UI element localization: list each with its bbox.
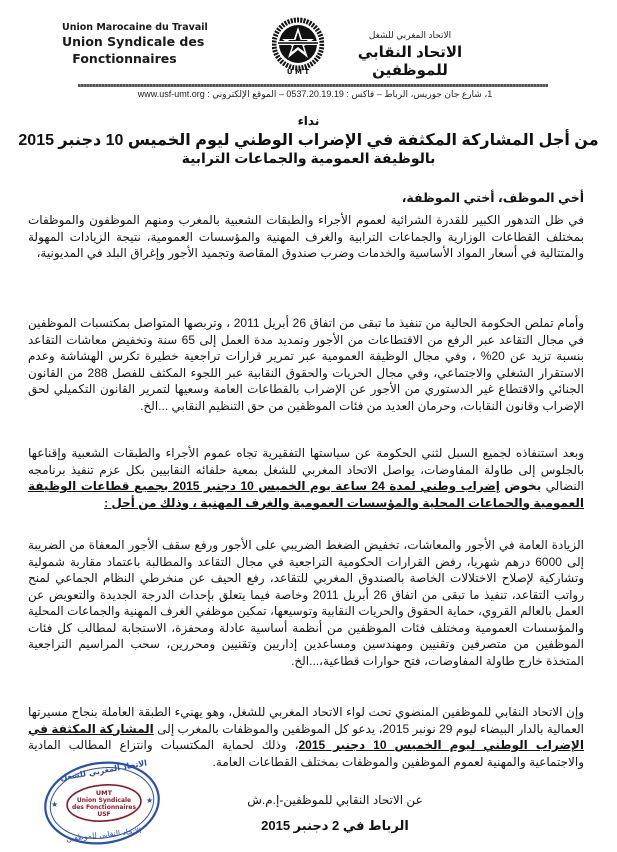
paragraph-3 — [28, 445, 584, 511]
title-line-2: بالوظيفة العمومية والجماعات الترابية — [181, 150, 436, 166]
svg-text:★: ★ — [146, 796, 154, 805]
svg-text:USF: USF — [97, 811, 111, 818]
svg-text:الاتحاد النقابي للموظفين: الاتحاد النقابي للموظفين — [65, 826, 142, 843]
paragraph-2: وأمام تملص الحكومة الحالية من تنفيذ ما تبقى من اتفاق 26 أبريل 2011 ، وتربصها المتواصل بمكتسبات الموظفين في مجال التقاعد عبر الرفع من الاقتطاعات من الأجور وتمديد مدة العمل إلى 65 سنة وتخفيض معاشات التقاعد بنسبة تزيد عن 20% ، وفي مجال الوظيفة العمومية عبر تمرير قرارات تراجعية خطيرة تكرس الهشاشة وعدم الاستقرار الشغلي والاجتماعي، وفي مجال الحريات والحقوق النقابية عبر اللجوء المكثف للفصل 288 من القانون الجنائي والاقتطاع غير الدستوري من الأجور عن الإضراب بالقطاعات العامة وسعيها لتمرير القانون التكميلي لحق الإضراب وقانون النقابات، وحرمان العديد من فئات الموظفين من حق التنظيم النقابي ...الخ. — [28, 316, 585, 413]
paragraph-1: في ظل التدهور الكبير للقدرة الشرائية لعموم الأجراء والطبقات الشعبية بالمغرب ومنهم الموظفون والموظفات بمختلف القطاعات الوزارية والجماعات الترابية والغرف المهنية والمؤسسات العمومية، نتيجة الزيادات المهولة والمتتالية في أسعار المواد الأساسية والخدمات وضرب صندوق المقاصة وتجميد الأجور وإغراق البلد في المديونية، — [28, 213, 584, 260]
svg-text:Union Syndicale: Union Syndicale — [76, 797, 132, 804]
union-name-small: Union Marocaine du Travail — [62, 22, 208, 33]
participation-call: المشاركة المكثفة في الإضراب الوطني ليوم الخميس 10 دجنبر 2015 — [28, 721, 584, 752]
union-name-line-1: Union Syndicale des — [62, 34, 205, 49]
svg-text:U M T: U M T — [286, 68, 310, 76]
greeting: أخي الموظف، أختي الموظفة، — [401, 191, 584, 205]
paragraph-3-bold-lead: بخوض — [499, 479, 542, 493]
svg-text:الاتحاد المغربي للشغل: الاتحاد المغربي للشغل — [59, 758, 148, 783]
paragraph-4-demands: الزيادة العامة في الأجور والمعاشات، تخفيض الضغط الضريبي على الأجور ورفع سقف الأجور المعفاة من الضريبة إلى 6000 درهم شهريا، رفض القرارات الحكومية التراجعية في مجال التقاعد والمطالبة باعتماد مقاربة شمولية وتشاركية لإصلاح الاختلالات الخاصة بالصندوق المغربي للتقاعد، رفع الحيف عن منخرطي النظام الجماعي لمنح رواتب التقاعد، تنفيذ ما تبقى من اتفاق 26 أبريل 2011 وخاصة فيما يتعلق بإحداث الدرجة الجديدة والتعويض عن العمل بالعالم القروي، حماية الحقوق والحريات النقابية وتوسيعها، تمكين موظفي الغرف المهنية والجماعات المحلية والمؤسسات العمومية ومختلف فئات الموظفين من أنظمة أساسية عادلة ومحفزة، الاستجابة لمطالب كل فئات الموظفين من متصرفين وتقنيين ومهندسين ومساعدين إداريين وتقنيين ومحررين، سحب المراسيم التراجعية المتخذة خارج طاولة المفاوضات، فتح حوارات قطاعية،...الخ. — [28, 538, 585, 668]
umt-logo-icon — [272, 14, 324, 78]
svg-text:des Fonctionnaires: des Fonctionnaires — [71, 804, 137, 811]
svg-text:★: ★ — [51, 800, 59, 809]
union-name-line-2: Fonctionnaires — [72, 51, 177, 66]
strike-announcement: إضراب وطني لمدة 24 ساعة يوم الخميس 10 دجنبر 2015 بجميع قطاعات الوظيفة العمومية والجماعات المحلية والمؤسسات العمومية والغرف المهنية ، وذلك من أجل : — [28, 479, 584, 510]
letterhead-french — [62, 22, 208, 67]
letterhead-arabic — [330, 30, 490, 79]
paragraph-5-text: وإن الاتحاد النقابي للموظفين المنضوي تحت لواء الاتحاد المغربي للشغل، وهو يهنيء الطبقة العاملة بنجاح مسيرتها العمالية بالدار البيضاء ليوم 29 نونبر 2015، يدعو كل الموظفين والموظفات بالمغرب إلى — [28, 705, 584, 736]
paragraph-5-tail: ، وذلك لحماية المكتسبات وانتزاع المطالب المادية والاجتماعية والمهنية لعموم الموظفين والموظفات بمختلف القطاعات العامة. — [28, 738, 584, 769]
contact-address: 1، شارع جان جوريس، الرباط – فاكس : 0537.20.19.19 – الموقع الإلكتروني : www.usf-umt.org — [137, 89, 493, 99]
svg-text:UMT: UMT — [95, 789, 113, 797]
title-line-1: من أجل المشاركة المكثفة في الإضراب الوطني ليوم الخميس 10 دجنبر 2015 — [18, 132, 599, 149]
union-stamp-icon — [42, 757, 162, 847]
umt-arabic-name: الاتحاد المغربي للشغل — [368, 30, 452, 40]
paragraph-3-text: وبعد استنفاذه لجميع السبل لثني الحكومة عن سياستها التفقيرية تجاه عموم الأجراء والطبقات الشعبية وإقناعها بالجلوس إلى طاولة المفاوضات، يواصل الاتحاد المغربي للشغل بمعية حلفائه النقابيين بكل عزم تنفيذ برنامجه النضالي — [28, 446, 585, 493]
signature-on-behalf: عن الاتحاد النقابي للموظفين-إ.م.ش — [247, 793, 423, 807]
signature-place-date: الرباط في 2 دجنبر 2015 — [261, 818, 409, 833]
call-label: نداء — [297, 114, 320, 128]
letterhead-divider — [78, 84, 548, 87]
usf-arabic-name: الاتحاد النقابي للموظفين — [357, 44, 463, 79]
